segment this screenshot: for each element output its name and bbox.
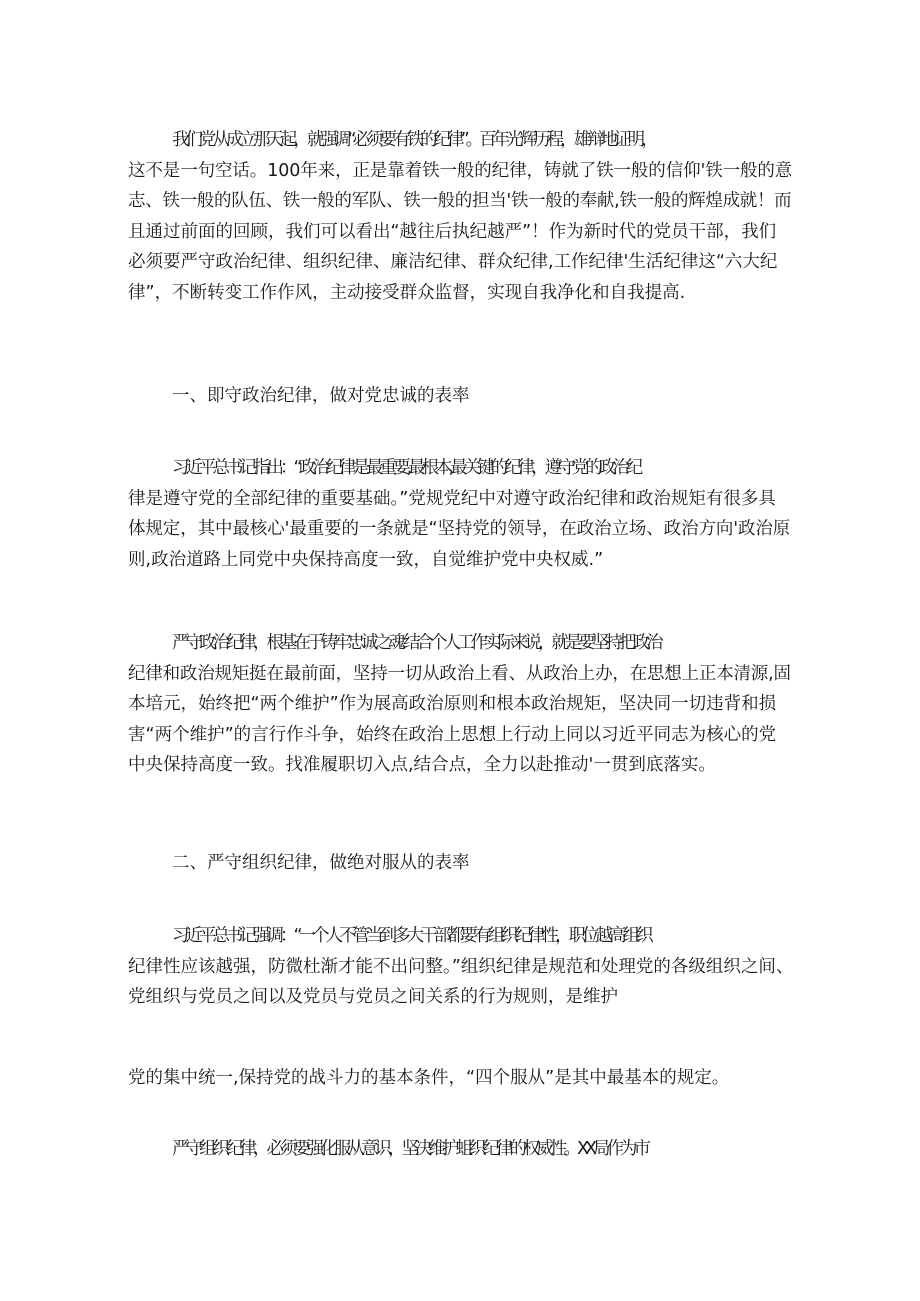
paragraph-political-quote bbox=[128, 453, 792, 575]
text-line: 纪律性应该越强，防微杜渐才能不出问整。”组织纪律是规范和处理党的各级组织之间、 bbox=[128, 956, 794, 977]
text-line: 习近平总书记指出：“政治纪律是最重要,最根本,最关键的纪律，遵守党的政治纪 bbox=[172, 458, 640, 478]
paragraph-organizational-continued bbox=[128, 1063, 792, 1094]
text-line: 律”，不断转变工作作风，主动接受群众监督，实现自我净化和自我提高. bbox=[128, 282, 686, 303]
text-line: 律是遵守党的全部纪律的重要基础。”党规党纪中对遵守政治纪律和政治规矩有很多具 bbox=[128, 488, 776, 509]
paragraph-organizational-quote bbox=[128, 921, 792, 1013]
text-line: 习近平总书记强调：“一个人不管当到多大干部都要有组织纪律性，职位越高组织 bbox=[172, 926, 650, 946]
paragraph-organizational-practice bbox=[128, 1134, 792, 1165]
text-line: 则,政治道路上同党中央保持高度一致，自觉维护党中央权威.” bbox=[128, 549, 604, 570]
section-heading-organizational: 二、严守组织纪律，做绝对服从的表率 bbox=[172, 853, 470, 873]
text-line: 本培元，始终把“两个维护”作为展高政治原则和根本政治规矩，坚决同一切违背和损 bbox=[128, 694, 777, 714]
text-line: 严守组织纪律，必须要强化服从意识，坚决维护蛆织纪律的权威性。XX局作为市 bbox=[172, 1139, 647, 1159]
text-line: 害“两个维护”的言行作斗争，始终在政治上思想上行动上同以习近平同志为核心的党 bbox=[128, 724, 777, 745]
text-line: 严守政治纪律，根基在于铸牢忠诚之魂.结合个人工作实际来说，就是要坚持把政治 bbox=[172, 633, 660, 653]
paragraph-intro bbox=[128, 125, 792, 308]
section-heading-political: 一、即守政治纪律，做对党忠诚的表率 bbox=[172, 386, 470, 406]
text-line: 志、铁一般的队伍、铁一般的军队、铁一般的担当'铁一般的奉献,铁一般的辉煌成就！而 bbox=[128, 191, 792, 211]
text-line: 我们党从成立那天起，就强调“必须要有铁的纪律”。百年光辉历程，雄辩地证明， bbox=[172, 130, 655, 150]
text-line: 党组织与党员之间以及党员与党员之间关系的行为规则，是维护 bbox=[128, 987, 618, 1007]
text-line: 体规定，其中最核心'最重要的一条就是“坚持党的领导，在政治立场、政治方向'政治原 bbox=[128, 519, 791, 539]
text-line: 党的集中统一,保持党的战斗力的基本条件，“四个服从”是其中最基本的规定。 bbox=[128, 1068, 730, 1088]
text-line: 纪律和政治规矩挺在最前面，坚持一切从政治上看、从政治上办，在思想上正本清源,固 bbox=[128, 663, 791, 684]
text-line: 且通过前面的回顾，我们可以看出“越往后执纪越严”！作为新时代的党员干部，我们 bbox=[128, 221, 777, 242]
text-line: 这不是一句空话。100年来，正是靠着铁一般的纪律，铸就了铁一般的信仰'铁一般的意 bbox=[128, 160, 793, 181]
text-line: 必须要严守政治纪律、组织纪律、廉洁纪律、群众纪律,工作纪律'生活纪律这“六大纪 bbox=[128, 252, 778, 272]
paragraph-political-practice bbox=[128, 628, 792, 781]
text-line: 中央保持高度一致。找准履职切入点,结合点，全力以赴推动'一贯到底落实。 bbox=[128, 755, 716, 775]
